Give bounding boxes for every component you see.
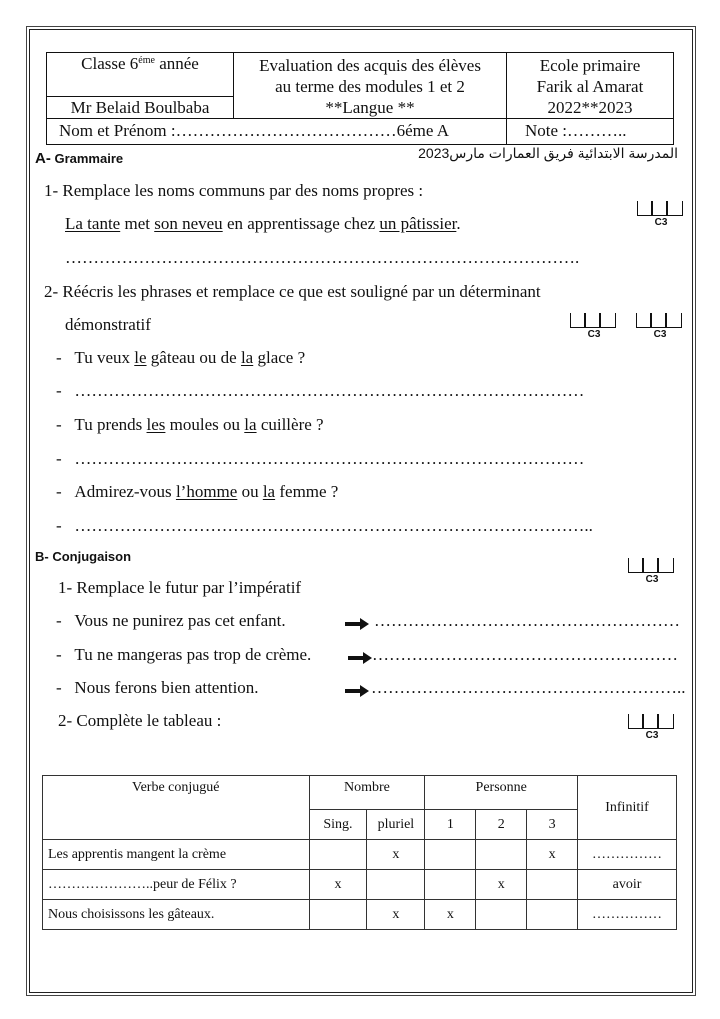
underlined-word: le <box>134 348 147 367</box>
q2-item-1: - Tu veux le gâteau ou de la glace ? <box>56 348 306 367</box>
score-label: C3 <box>587 329 601 340</box>
class-label: Classe 6 <box>81 54 139 73</box>
sentence-text: glace ? <box>253 348 306 367</box>
school-line2: Farik al Amarat <box>536 77 644 96</box>
col-verb-header: Verbe conjugué <box>43 776 310 840</box>
score-box-b-top[interactable] <box>628 558 674 588</box>
underlined-word: un pâtissier <box>379 214 457 233</box>
q2-answer-3[interactable]: - ……………………………………………………………………………….. <box>56 516 593 535</box>
teacher-cell: Mr Belaid Boulbaba <box>47 97 234 119</box>
section-a-title <box>35 150 123 167</box>
underlined-word: la <box>240 348 254 367</box>
class-sup: éme <box>138 55 155 66</box>
b-item-3: - Nous ferons bien attention. <box>56 678 259 697</box>
table-row <box>43 840 677 870</box>
header-table <box>46 52 674 145</box>
q2-answer-1[interactable]: - ……………………………………………………………………………… <box>56 381 585 400</box>
cell-pluriel[interactable]: x <box>367 900 425 930</box>
col-p3-header: 3 <box>527 810 578 840</box>
cell-p3[interactable]: x <box>527 840 578 870</box>
eval-line3: **Langue ** <box>325 98 415 117</box>
arabic-school-line: المدرسة الابتدائية فريق العمارات مارس2023 <box>418 145 678 161</box>
verb-table <box>42 775 677 930</box>
sentence-text: Admirez-vous <box>74 482 176 501</box>
sentence-text: . <box>456 214 461 233</box>
table-row <box>43 900 677 930</box>
col-nombre-header: Nombre <box>309 776 425 810</box>
right-arrow-icon <box>345 685 369 697</box>
cell-pluriel[interactable]: x <box>367 840 425 870</box>
class-suffix: année <box>154 54 199 73</box>
score-label: C3 <box>645 730 659 741</box>
q1-answer-line[interactable]: ………………………………………………………………………………. <box>65 248 580 267</box>
underlined-word: l’homme <box>175 482 238 501</box>
eval-line1: Evaluation des acquis des élèves <box>259 56 481 75</box>
class-cell <box>47 53 234 97</box>
b-answer-2[interactable]: ……………………………………………… <box>372 645 678 664</box>
sentence-text: Tu prends <box>74 415 147 434</box>
eval-line2: au terme des modules 1 et 2 <box>275 77 465 96</box>
b-item-1: - Vous ne punirez pas cet enfant. <box>56 611 286 630</box>
cell-verb[interactable]: …………………..peur de Félix ? <box>43 870 310 900</box>
school-line3: 2022**2023 <box>547 98 633 117</box>
cell-pluriel[interactable] <box>367 870 425 900</box>
cell-sing[interactable]: x <box>309 870 367 900</box>
underlined-word: son neveu <box>154 214 223 233</box>
table-row <box>43 870 677 900</box>
col-sing-header: Sing. <box>309 810 367 840</box>
b-q2-prompt: 2- Complète le tableau : <box>58 711 222 730</box>
score-box-q2a[interactable] <box>570 313 616 343</box>
score-label: C3 <box>653 329 667 340</box>
sentence-text: en apprentissage chez <box>222 214 380 233</box>
cell-p1[interactable] <box>425 870 476 900</box>
cell-verb: Nous choisissons les gâteaux. <box>43 900 310 930</box>
col-infinitif-header: Infinitif <box>578 776 677 840</box>
q1-prompt: 1- Remplace les noms communs par des noms propres : <box>44 181 424 200</box>
cell-sing[interactable] <box>309 840 367 870</box>
score-label: C3 <box>645 574 659 585</box>
col-p1-header: 1 <box>425 810 476 840</box>
q2-prompt-line2: démonstratif <box>65 315 151 334</box>
sentence-text: gâteau ou de <box>146 348 241 367</box>
q2-answer-2[interactable]: - ……………………………………………………………………………… <box>56 449 585 468</box>
section-a-name: Grammaire <box>54 151 124 166</box>
school-cell <box>507 53 674 119</box>
note-field[interactable]: Note :……….. <box>507 119 674 145</box>
underlined-word: la <box>244 415 257 434</box>
name-field[interactable]: Nom et Prénom :…………………………………6éme A <box>47 119 507 145</box>
cell-p2[interactable]: x <box>476 870 527 900</box>
score-label: C3 <box>654 217 668 228</box>
b-answer-1[interactable]: ……………………………………………… <box>374 611 680 630</box>
q2-item-3: - Admirez-vous l’homme ou la femme ? <box>56 482 339 501</box>
sentence-text: moules ou <box>165 415 245 434</box>
cell-p1[interactable] <box>425 840 476 870</box>
sentence-text: met <box>120 214 155 233</box>
school-line1: Ecole primaire <box>539 56 641 75</box>
right-arrow-icon <box>348 652 372 664</box>
cell-infinitif[interactable]: …………… <box>578 900 677 930</box>
sentence-text: femme ? <box>275 482 339 501</box>
cell-infinitif: avoir <box>578 870 677 900</box>
q2-item-2: - Tu prends les moules ou la cuillère ? <box>56 415 324 434</box>
col-pluriel-header: pluriel <box>367 810 425 840</box>
sentence-text: Tu veux <box>74 348 135 367</box>
col-p2-header: 2 <box>476 810 527 840</box>
col-personne-header: Personne <box>425 776 578 810</box>
q1-sentence <box>65 214 461 234</box>
underlined-word: la <box>262 482 276 501</box>
sentence-text: ou <box>237 482 263 501</box>
eval-cell <box>234 53 507 119</box>
b-answer-3[interactable]: ……………………………………………….. <box>371 678 686 697</box>
right-arrow-icon <box>345 618 369 630</box>
cell-verb: Les apprentis mangent la crème <box>43 840 310 870</box>
underlined-word: La tante <box>65 214 121 233</box>
b-q1-prompt: 1- Remplace le futur par l’impératif <box>58 578 302 597</box>
section-a-letter: A- <box>35 150 51 167</box>
cell-p1[interactable]: x <box>425 900 476 930</box>
cell-p3[interactable] <box>527 870 578 900</box>
sentence-text: cuillère ? <box>256 415 324 434</box>
cell-p2[interactable] <box>476 900 527 930</box>
cell-p3[interactable] <box>527 900 578 930</box>
underlined-word: les <box>146 415 166 434</box>
section-b-title: B- Conjugaison <box>35 549 132 564</box>
q2-prompt-line1: 2- Réécris les phrases et remplace ce que est souligné par un déterminant <box>44 282 541 301</box>
score-box-b-q2[interactable] <box>628 714 674 744</box>
score-box-q1[interactable] <box>637 201 683 231</box>
b-item-2: - Tu ne mangeras pas trop de crème. <box>56 645 312 664</box>
score-box-q2b[interactable] <box>636 313 682 343</box>
cell-infinitif[interactable]: …………… <box>578 840 677 870</box>
cell-p2[interactable] <box>476 840 527 870</box>
cell-sing[interactable] <box>309 900 367 930</box>
